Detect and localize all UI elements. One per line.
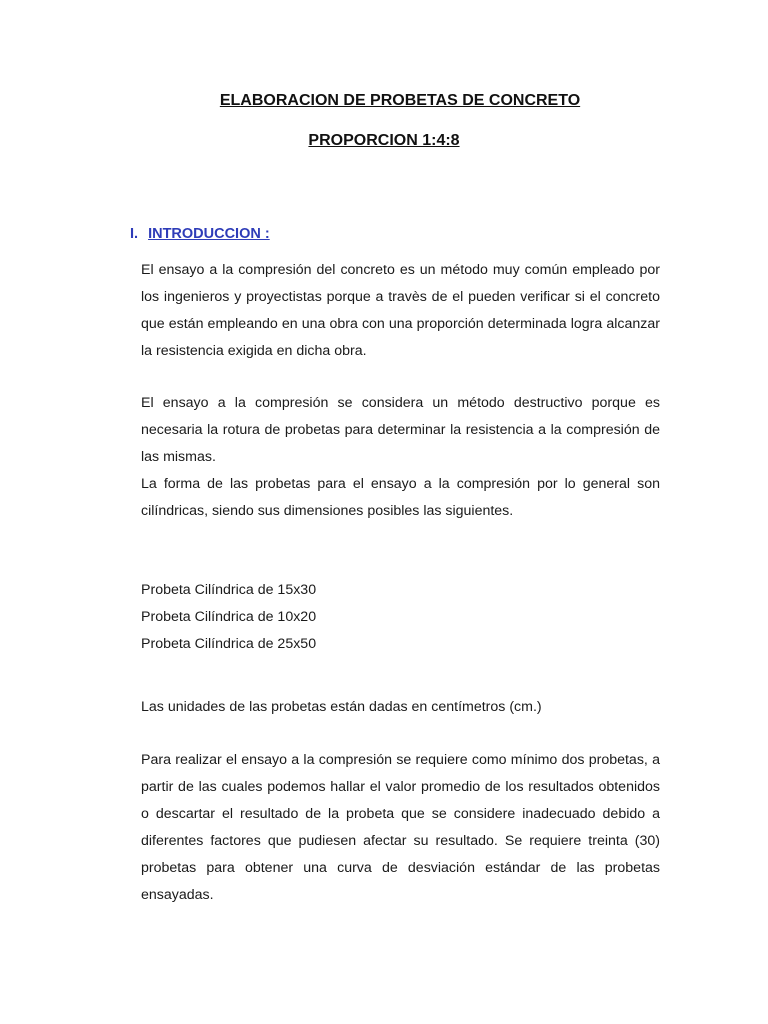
document-title: ELABORACION DE PROBETAS DE CONCRETO [219,92,581,109]
paragraph-units: Las unidades de las probetas están dadas en centímetros (cm.) [141,699,542,715]
list-item: Probeta Cilíndrica de 25x50 [141,636,317,652]
list-item: Probeta Cilíndrica de 15x30 [141,582,317,598]
specimen-size-list [141,577,660,658]
section-heading-label: INTRODUCCION : [148,226,270,242]
paragraph-minimum-specimens: Para realizar el ensayo a la compresión se requiere como mínimo dos probetas, a partir de las cuales podemos hallar el valor promedio de los resultados obtenidos o descartar el resultado de la probeta que se considere inadecuado debido a diferentes factores que pudiesen afectar su resultado. Se requiere treinta (30) probetas para obtener una curva de desviación estándar de las probetas ensayadas. [141,752,660,903]
section-number: I. [130,226,139,242]
section-heading [130,226,270,242]
list-item: Probeta Cilíndrica de 10x20 [141,609,317,625]
paragraph-intro: El ensayo a la compresión del concreto es un método muy común empleado por los ingenieros y proyectistas porque a travès de el pueden verificar si el concreto que están empleando en una obra con una proporción determinada logra alcanzar la resistencia exigida en dicha obra. [141,262,660,359]
paragraph-destructive-test: El ensayo a la compresión se considera un método destructivo porque es necesaria la rotura de probetas para determinar la resistencia a la compresión de las mismas. [141,395,660,465]
paragraph-specimen-shape: La forma de las probetas para el ensayo a la compresión por lo general son cilíndricas, siendo sus dimensiones posibles las siguientes. [141,476,660,519]
document-subtitle: PROPORCION 1:4:8 [308,132,460,149]
